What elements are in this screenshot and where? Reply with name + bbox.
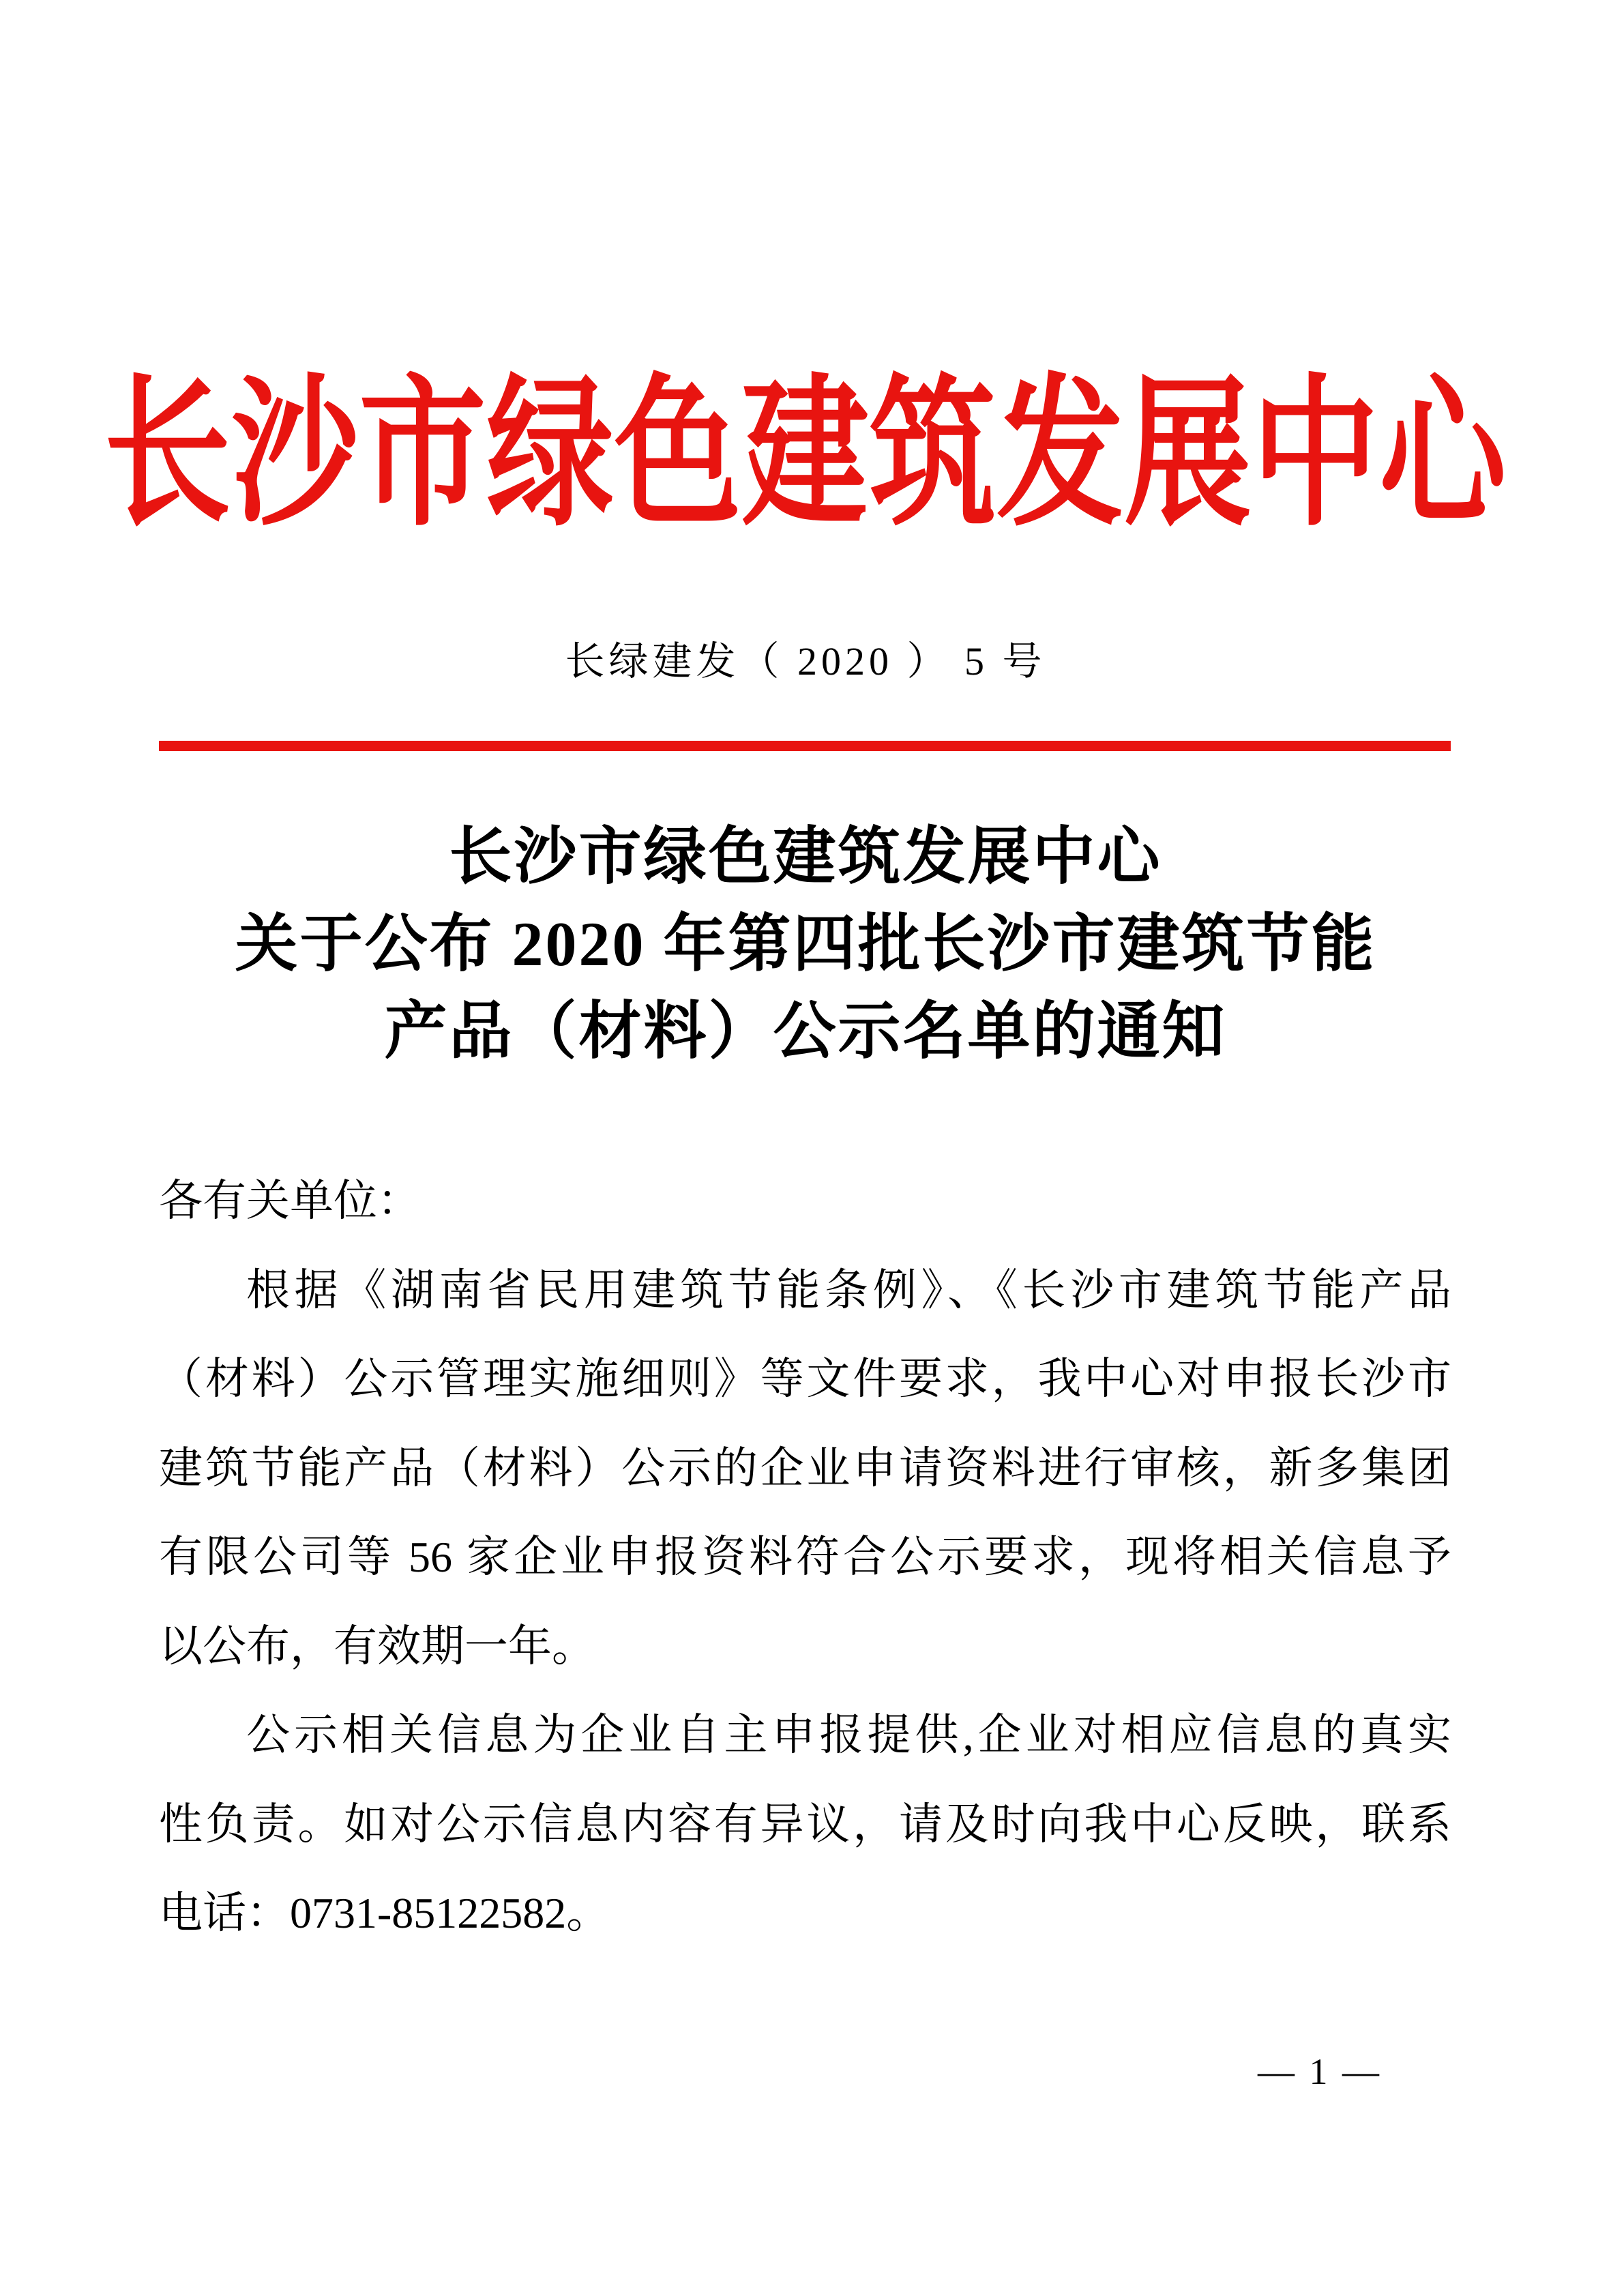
body-line-1: 根据《湖南省民用建筑节能条例》、《长沙市建筑节能产品: [246, 1265, 1451, 1314]
document-title: [0, 813, 1611, 1075]
body-line-7: 性负责。如对公示信息内容有异议，请及时向我中心反映，联系: [159, 1799, 1451, 1849]
document-title-line-3: 产品（材料）公示名单的通知: [384, 997, 1227, 1066]
document-title-line-2: 关于公布 2020 年第四批长沙市建筑节能: [235, 909, 1376, 979]
body-line-4: 有限公司等 56 家企业申报资料符合公示要求，现将相关信息予: [159, 1533, 1451, 1581]
body-line-5: 以公布，有效期一年。: [159, 1621, 595, 1671]
page-number: — 1 —: [1258, 2051, 1382, 2092]
document-number: 长绿建发（ 2020 ） 5 号: [565, 639, 1046, 683]
red-separator-rule: [159, 741, 1451, 751]
document-title-line-1: 长沙市绿色建筑发展中心: [449, 822, 1162, 892]
document-body: [159, 1157, 1451, 1958]
agency-letterhead: [0, 366, 1611, 546]
body-line-8: 电话：0731-85122582。: [159, 1889, 610, 1937]
body-line-3: 建筑节能产品（材料）公示的企业申请资料进行审核，新多集团: [159, 1443, 1451, 1492]
body-line-2: （材料）公示管理实施细则》等文件要求，我中心对申报长沙市: [159, 1355, 1451, 1403]
body-line-6: 公示相关信息为企业自主申报提供,企业对相应信息的真实: [246, 1711, 1451, 1759]
agency-letterhead-text: 长沙市绿色建筑发展中心: [104, 366, 1507, 546]
salutation: 各有关单位：: [159, 1177, 421, 1225]
